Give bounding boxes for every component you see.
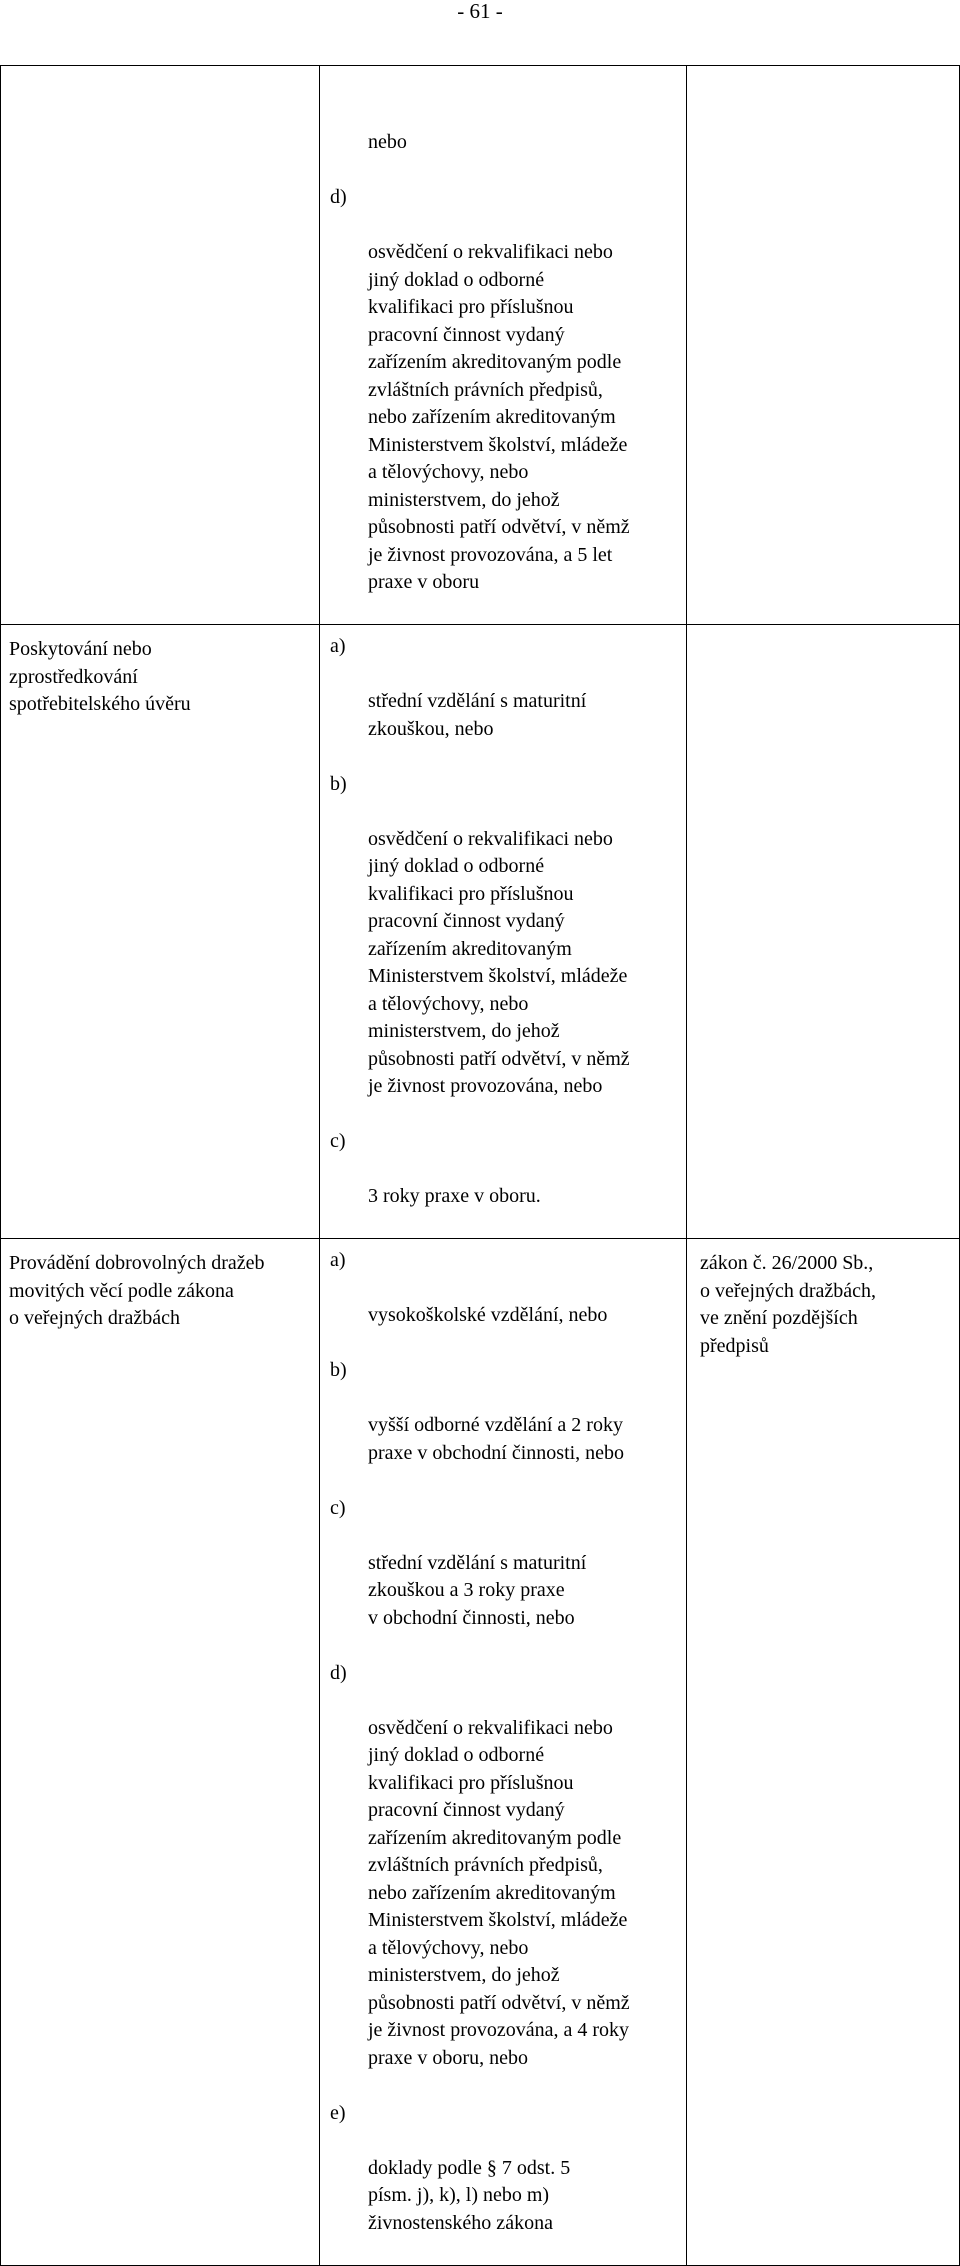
item-text: doklady podle § 7 odst. 5 písm. j), k), l) nebo m) živnostenského zákona bbox=[368, 2156, 571, 2234]
table-row bbox=[1, 625, 960, 1239]
item-text: vyšší odborné vzdělání a 2 roky praxe v obchodní činnosti, nebo bbox=[368, 1414, 625, 1464]
page-number: - 61 - bbox=[457, 0, 503, 23]
item-text: 3 roky praxe v oboru. bbox=[368, 1185, 541, 1207]
law-cell bbox=[687, 66, 960, 625]
item-text: střední vzdělání s maturitní zkouškou, nebo bbox=[368, 690, 587, 740]
activity-cell bbox=[1, 625, 320, 1239]
list-item bbox=[330, 184, 686, 624]
item-text: osvědčení o rekvalifikaci nebo jiný doklad o odborné kvalifikaci pro příslušnou pracovní činnost vydaný zařízením akreditovaným podle zvláštních právních předpisů, nebo zařízením akreditovaným Ministerstvem školství, mládeže a tělovýchovy, nebo ministerstvem, do jehož působnosti patří odvětví, v němž je živnost provozována, a 5 let praxe v oboru bbox=[368, 241, 630, 593]
law-reference: zákon č. 26/2000 Sb., o veřejných dražbách, ve znění pozdějších předpisů bbox=[700, 1252, 877, 1357]
item-marker: b) bbox=[330, 772, 347, 795]
list-item bbox=[330, 1495, 686, 1660]
list-item bbox=[330, 2100, 686, 2265]
item-text: vysokoškolské vzdělání, nebo bbox=[368, 1304, 608, 1326]
activity-cell bbox=[1, 1239, 320, 2266]
activity-name: Poskytování nebo zprostředkování spotřebitelského úvěru bbox=[9, 638, 191, 715]
item-marker: c) bbox=[330, 1130, 346, 1152]
law-cell bbox=[687, 1239, 960, 2266]
activity-name bbox=[1, 66, 319, 77]
requirements-list bbox=[320, 66, 686, 624]
table-row bbox=[1, 66, 960, 625]
requirements-cell bbox=[320, 625, 687, 1239]
item-text: střední vzdělání s maturitní zkouškou a 3 roky praxe v obchodní činnosti, nebo bbox=[368, 1551, 587, 1629]
list-item bbox=[330, 74, 686, 184]
item-marker: a) bbox=[330, 635, 346, 657]
requirements-cell bbox=[320, 66, 687, 625]
law-reference bbox=[687, 625, 959, 636]
list-item bbox=[330, 771, 686, 1129]
item-marker: c) bbox=[330, 1496, 346, 1519]
activities-table bbox=[0, 65, 960, 2266]
item-text: nebo bbox=[368, 131, 407, 153]
law-cell bbox=[687, 625, 960, 1239]
item-text: osvědčení o rekvalifikaci nebo jiný doklad o odborné kvalifikaci pro příslušnou pracovní činnost vydaný zařízením akreditovaným podle zvláštních právních předpisů, nebo zařízením akreditovaným Ministerstvem školství, mládeže a tělovýchovy, nebo ministerstvem, do jehož působnosti patří odvětví, v němž je živnost provozována, a 4 roky praxe v oboru, nebo bbox=[368, 1716, 630, 2069]
list-item bbox=[330, 633, 686, 771]
law-reference bbox=[687, 66, 959, 77]
activity-cell bbox=[1, 66, 320, 625]
item-marker: b) bbox=[330, 1359, 347, 1381]
requirements-list bbox=[320, 625, 686, 1238]
requirements-list bbox=[320, 1239, 686, 2265]
list-item bbox=[330, 1128, 686, 1238]
list-item bbox=[330, 1660, 686, 2100]
item-text: osvědčení o rekvalifikaci nebo jiný doklad o odborné kvalifikaci pro příslušnou pracovní činnost vydaný zařízením akreditovaným Ministerstvem školství, mládeže a tělovýchovy, nebo ministerstvem, do jehož působnosti patří odvětví, v němž je živnost provozována, nebo bbox=[368, 827, 630, 1097]
activity-name: Provádění dobrovolných dražeb movitých věcí podle zákona o veřejných dražbách bbox=[9, 1252, 265, 1329]
table-row bbox=[1, 1239, 960, 2266]
requirements-cell bbox=[320, 1239, 687, 2266]
item-marker: a) bbox=[330, 1249, 346, 1271]
item-marker: e) bbox=[330, 2101, 346, 2124]
item-marker: d) bbox=[330, 186, 347, 208]
list-item bbox=[330, 1247, 686, 1357]
item-marker: d) bbox=[330, 1661, 347, 1684]
list-item bbox=[330, 1357, 686, 1495]
